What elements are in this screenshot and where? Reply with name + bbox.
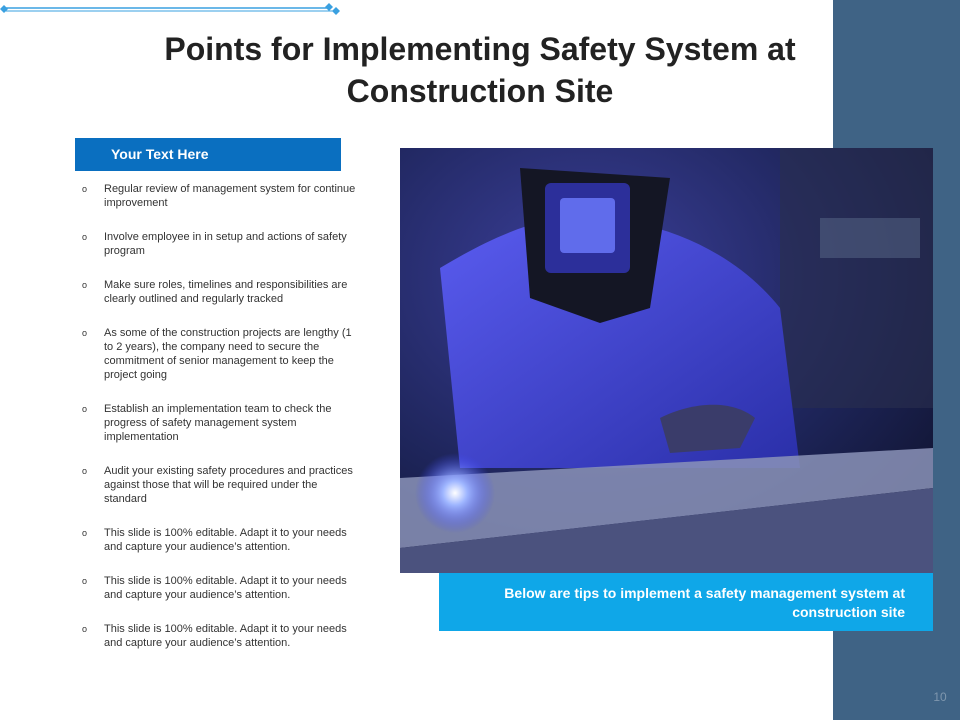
list-item: [82, 326, 362, 382]
list-item: [82, 464, 362, 506]
list-item: [82, 526, 362, 554]
list-item-text: Establish an implementation team to check the progress of safety management system implementation: [104, 403, 332, 443]
list-item: [82, 182, 362, 210]
section-header-bar: [75, 138, 341, 171]
caption-text: Below are tips to implement a safety management system at construction site: [504, 585, 905, 620]
welder-with-mask-icon: [400, 148, 933, 573]
list-item: [82, 574, 362, 602]
list-item: [82, 622, 362, 650]
section-header-label: Your Text Here: [111, 146, 209, 162]
list-item-text: Regular review of management system for continue improvement: [104, 183, 356, 209]
page-number: 10: [933, 690, 947, 704]
bullet-marker: o: [82, 466, 88, 476]
bullet-marker: o: [82, 232, 88, 242]
list-item-text: This slide is 100% editable. Adapt it to your needs and capture your audience’s attention.: [104, 527, 347, 553]
list-item-text: Audit your existing safety procedures and practices against those that will be required under the standard: [104, 465, 353, 505]
list-item-text: As some of the construction projects are lengthy (1 to 2 years), the company need to secure the commitment of senior management to keep the project going: [104, 327, 352, 381]
list-item-text: This slide is 100% editable. Adapt it to your needs and capture your audience’s attention.: [104, 575, 347, 601]
bullet-marker: o: [82, 528, 88, 538]
list-item-text: This slide is 100% editable. Adapt it to your needs and capture your audience’s attention.: [104, 623, 347, 649]
bullet-marker: o: [82, 404, 88, 414]
list-item: [82, 278, 362, 306]
bullet-marker: o: [82, 576, 88, 586]
list-item: [82, 402, 362, 444]
bullet-marker: o: [82, 328, 88, 338]
bullet-marker: o: [82, 624, 88, 634]
list-item: [82, 230, 362, 258]
top-decorative-line: [0, 0, 345, 18]
welder-photo: [400, 148, 933, 573]
caption-box: [439, 573, 933, 631]
bullet-list: [82, 182, 362, 670]
list-item-text: Make sure roles, timelines and responsibilities are clearly outlined and regularly tracked: [104, 279, 348, 305]
bullet-marker: o: [82, 280, 88, 290]
slide-title: Points for Implementing Safety System at Construction Site: [164, 31, 796, 109]
bullet-marker: o: [82, 184, 88, 194]
list-item-text: Involve employee in in setup and actions of safety program: [104, 231, 347, 257]
